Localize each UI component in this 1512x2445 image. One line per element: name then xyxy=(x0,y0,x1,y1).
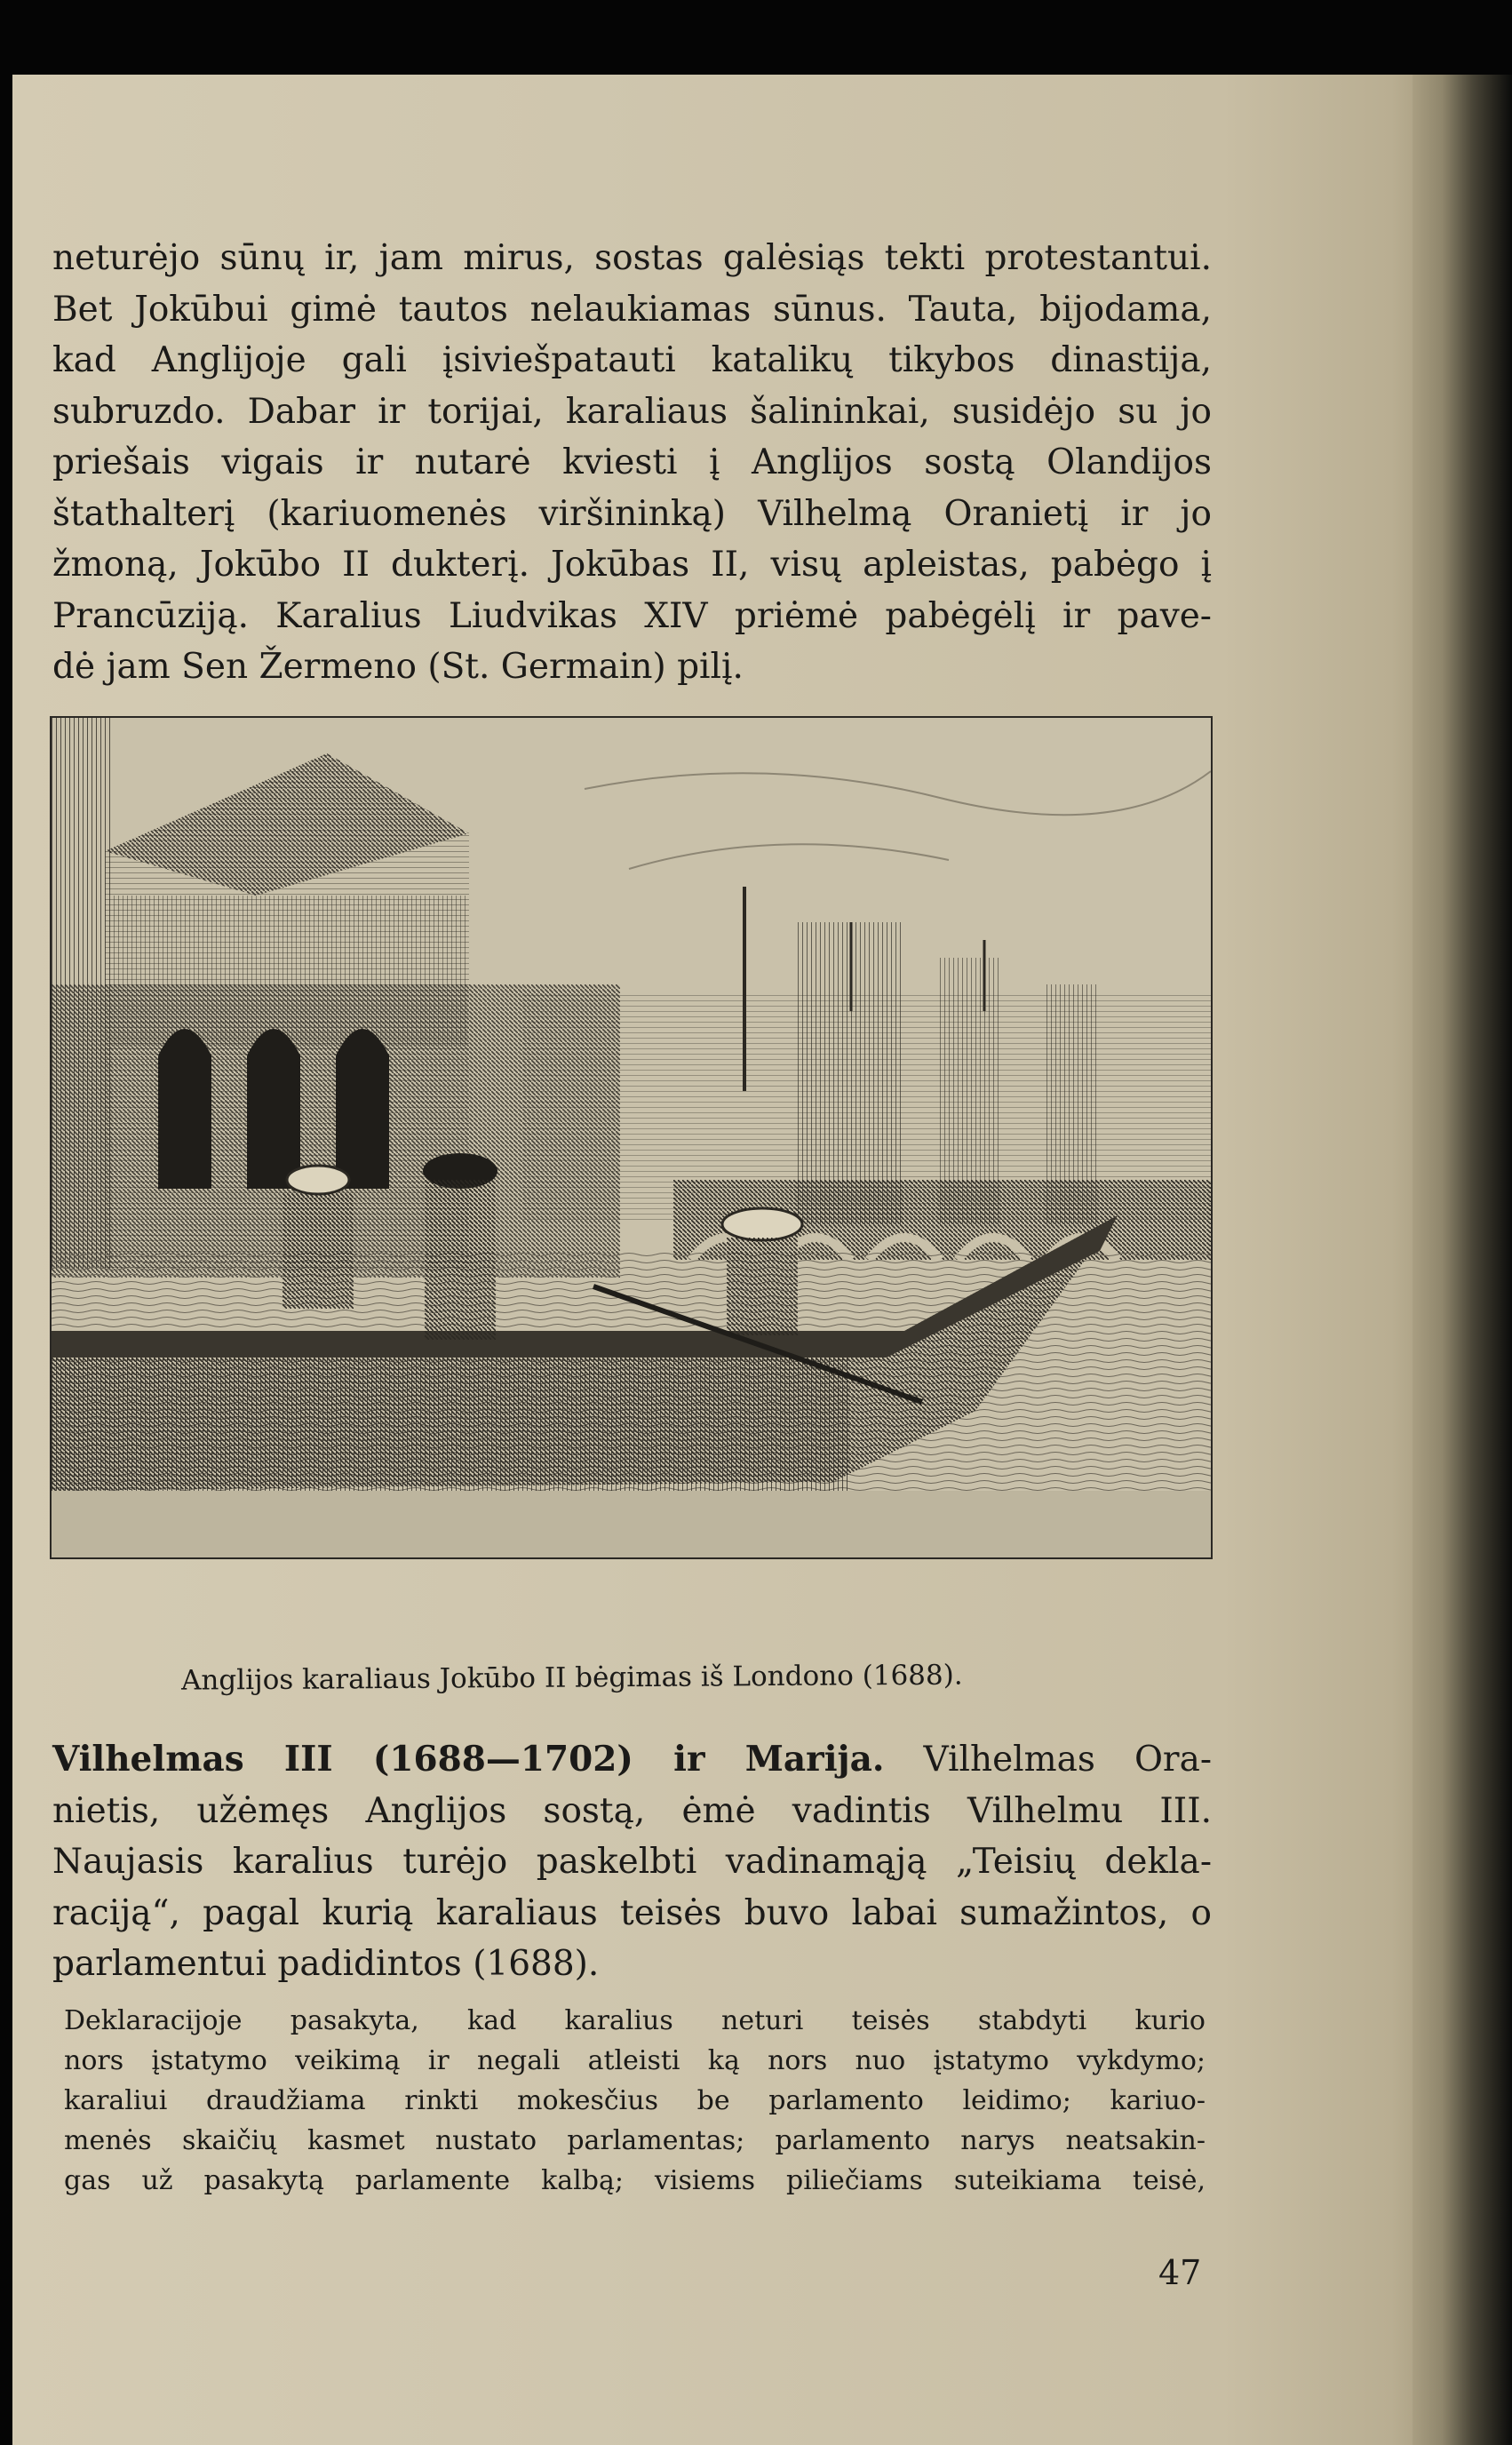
text-line: neturėjo sūnų ir, jam mirus, sostas galėsiąs tekti protestantui. xyxy=(52,238,1212,278)
text-line: Prancūziją. Karalius Liudvikas XIV priėmė pabėgėlį ir pave- xyxy=(52,595,1212,636)
text-line: subruzdo. Dabar ir torijai, karaliaus šalininkai, susidėjo su jo xyxy=(52,391,1212,432)
paragraph-3-small-print xyxy=(64,2001,1206,2201)
text-line: Bet Jokūbui gimė tautos nelaukiamas sūnus. Tauta, bijodama, xyxy=(52,289,1212,330)
text-line: štathalterį (kariuomenės viršininką) Vilhelmą Oranietį ir jo xyxy=(52,493,1212,534)
text-line: nietis, užėmęs Anglijos sostą, ėmė vadintis Vilhelmu III. xyxy=(52,1790,1212,1831)
text-line: žmoną, Jokūbo II dukterį. Jokūbas II, visų apleistas, pabėgo į xyxy=(52,545,1212,585)
text-line: karaliui draudžiama rinkti mokesčius be parlamento leidimo; kariuo- xyxy=(64,2085,1206,2116)
engraving-illustration xyxy=(50,716,1213,1559)
engraving-image xyxy=(52,718,1211,1557)
page-number: 47 xyxy=(1158,2253,1202,2292)
text-line: Naujasis karalius turėjo paskelbti vadinamąją „Teisių dekla- xyxy=(52,1842,1212,1882)
text-line: raciją“, pagal kurią karaliaus teisės buvo labai sumažintos, o xyxy=(52,1892,1212,1933)
text-line: kad Anglijoje gali įsiviešpatauti katalikų tikybos dinastija, xyxy=(52,340,1212,380)
text-line: nors įstatymo veikimą ir negali atleisti ką nors nuo įstatymo vykdymo; xyxy=(64,2045,1206,2076)
text-line xyxy=(52,1734,1212,1786)
text-line: dė jam Sen Žermeno (St. Germain) pilį. xyxy=(52,647,744,687)
section-heading: Vilhelmas III (1688—1702) ir Marija. xyxy=(52,1739,885,1780)
figure-caption: Anglijos karaliaus Jokūbo II bėgimas iš Londono (1688). xyxy=(180,1659,963,1697)
text-line: gas už pasakytą parlamente kalbą; visiems piliečiams suteikiama teisė, xyxy=(64,2165,1206,2196)
text-line: parlamentui padidintos (1688). xyxy=(52,1944,600,1984)
text-line: priešais vigais ir nutarė kviesti į Anglijos sostą Olandijos xyxy=(52,442,1212,482)
text-line: menės skaičių kasmet nustato parlamentas; parlamento narys neatsakin- xyxy=(64,2125,1206,2156)
paragraph-2 xyxy=(52,1734,1212,1990)
heading-line-rest: Vilhelmas Ora- xyxy=(884,1740,1213,1780)
page-edge-shadow xyxy=(1413,75,1512,2445)
paragraph-1 xyxy=(52,233,1212,693)
text-line: Deklaracijoje pasakyta, kad karalius neturi teisės stabdyti kurio xyxy=(64,2005,1206,2036)
book-page xyxy=(12,75,1434,2445)
